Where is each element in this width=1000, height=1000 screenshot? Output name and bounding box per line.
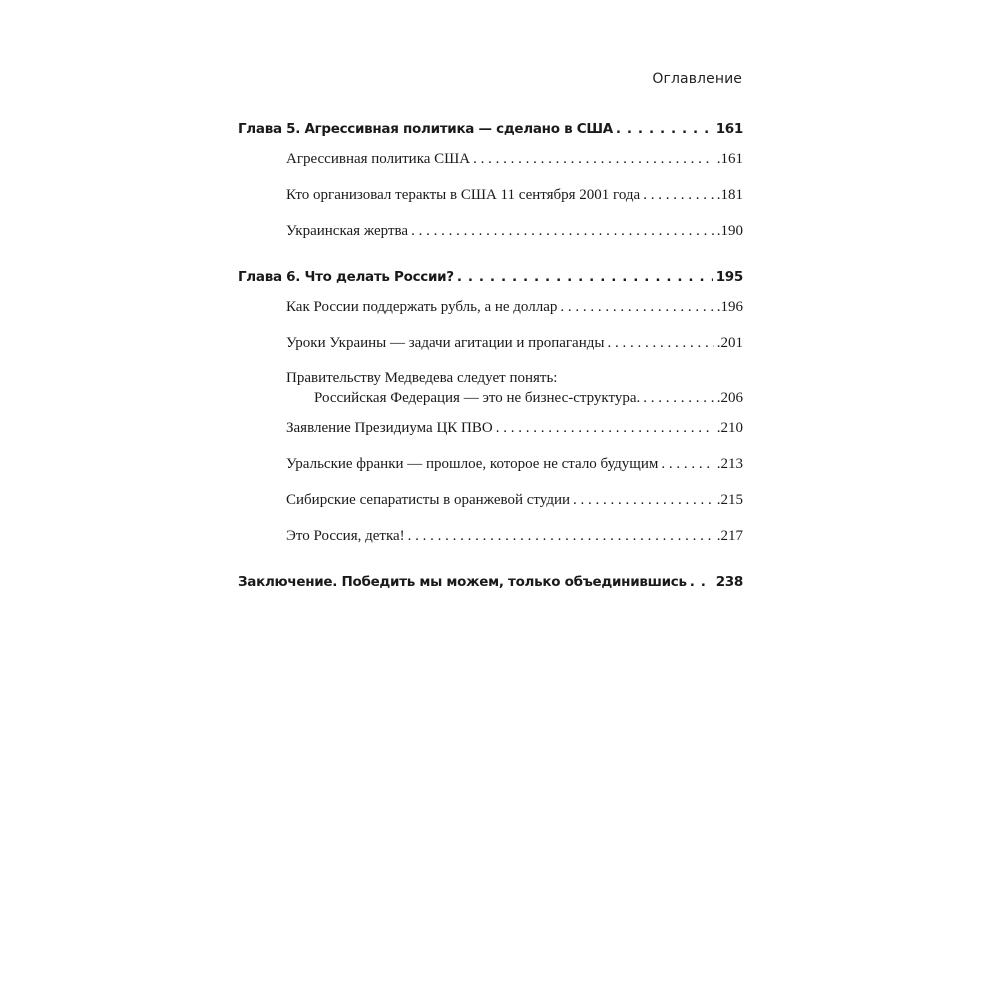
toc-section[interactable] bbox=[286, 220, 743, 249]
toc-section[interactable] bbox=[286, 296, 743, 325]
toc-section[interactable] bbox=[286, 148, 743, 177]
dot-leader bbox=[408, 525, 714, 547]
section-title-line-2-row bbox=[314, 388, 743, 410]
table-of-contents bbox=[238, 118, 743, 593]
dot-leader bbox=[473, 148, 714, 170]
dot-leader bbox=[496, 417, 714, 439]
chapter-title: Глава 6. Что делать России? bbox=[238, 269, 454, 285]
page-number: .161 bbox=[716, 151, 743, 167]
section-title-line-1: Правительству Медведева следует понять: bbox=[286, 370, 558, 386]
running-head: Оглавление bbox=[652, 71, 742, 87]
page-number: .190 bbox=[716, 223, 743, 239]
page-number: .215 bbox=[716, 492, 743, 508]
toc-section-multiline[interactable] bbox=[286, 368, 743, 410]
toc-section[interactable] bbox=[286, 489, 743, 518]
dot-leader bbox=[616, 118, 713, 140]
page-number: 238 bbox=[715, 574, 743, 590]
section-title: Уроки Украины — задачи агитации и пропаганды bbox=[286, 335, 605, 351]
section-title: Уральские франки — прошлое, которое не стало будущим bbox=[286, 456, 659, 472]
dot-leader bbox=[573, 489, 714, 511]
toc-chapter-5[interactable] bbox=[238, 118, 743, 140]
section-title: Сибирские сепаратисты в оранжевой студии bbox=[286, 492, 571, 508]
section-title: Агрессивная политика США bbox=[286, 151, 471, 167]
page-number: .196 bbox=[716, 299, 743, 315]
dot-leader bbox=[411, 220, 714, 242]
section-title: Это Россия, детка! bbox=[286, 528, 405, 544]
page-number: .213 bbox=[716, 456, 743, 472]
section-title-line-2: Российская Федерация — это не бизнес-структура. bbox=[314, 390, 641, 406]
section-title: Кто организовал теракты в США 11 сентября 2001 года bbox=[286, 187, 641, 203]
page-number: .210 bbox=[716, 420, 743, 436]
chapter-title: Заключение. Победить мы можем, только объединившись bbox=[238, 574, 687, 590]
page-number: .217 bbox=[716, 528, 743, 544]
chapter-6-block bbox=[238, 266, 743, 554]
section-title: Как России поддержать рубль, а не доллар bbox=[286, 299, 558, 315]
dot-leader bbox=[560, 296, 713, 318]
page-number: .206 bbox=[716, 390, 743, 406]
dot-leader bbox=[643, 388, 713, 408]
conclusion-block bbox=[238, 571, 743, 593]
dot-leader bbox=[457, 266, 713, 288]
page-number: 161 bbox=[715, 121, 743, 137]
toc-chapter-6[interactable] bbox=[238, 266, 743, 288]
dot-leader bbox=[690, 571, 713, 593]
section-title: Заявление Президиума ЦК ПВО bbox=[286, 420, 493, 436]
page-number: .201 bbox=[716, 335, 743, 351]
section-title: Украинская жертва bbox=[286, 223, 409, 239]
toc-section[interactable] bbox=[286, 525, 743, 554]
page-number: .181 bbox=[716, 187, 743, 203]
dot-leader bbox=[661, 453, 713, 475]
toc-section[interactable] bbox=[286, 332, 743, 361]
dot-leader bbox=[643, 184, 714, 206]
toc-section[interactable] bbox=[286, 417, 743, 446]
chapter-title: Глава 5. Агрессивная политика — сделано в США bbox=[238, 121, 613, 137]
toc-section[interactable] bbox=[286, 184, 743, 213]
page-number: 195 bbox=[715, 269, 743, 285]
toc-conclusion[interactable] bbox=[238, 571, 743, 593]
chapter-5-block bbox=[238, 118, 743, 249]
dot-leader bbox=[607, 332, 713, 354]
toc-section[interactable] bbox=[286, 453, 743, 482]
